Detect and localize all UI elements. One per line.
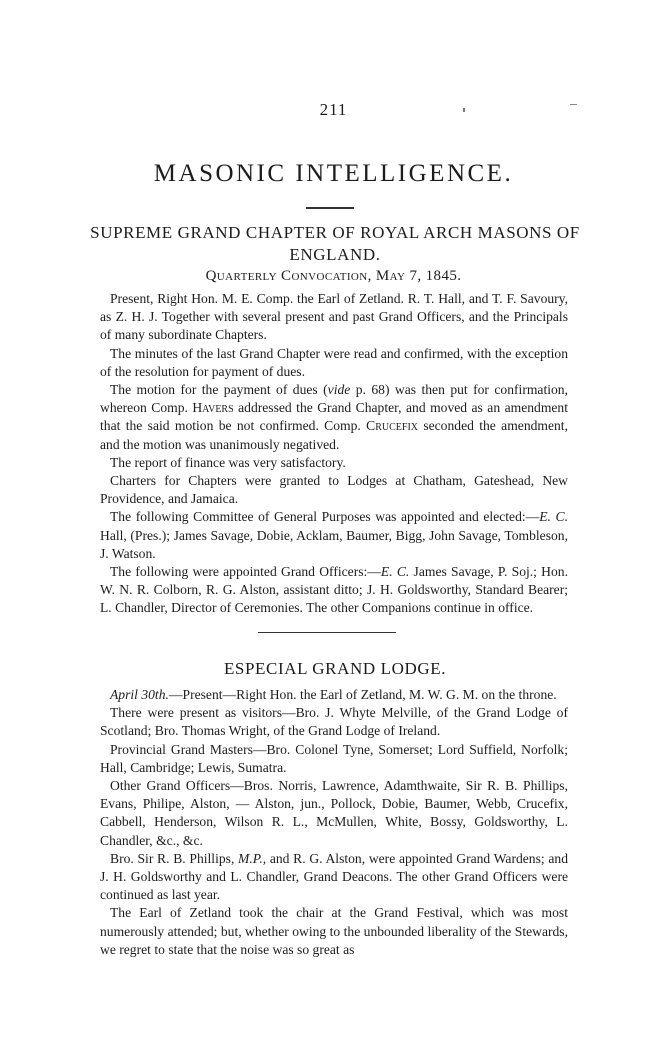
paragraph: Charters for Chapters were granted to Lodges at Chatham, Gateshead, New Providence, and Jamaica. [100, 473, 568, 507]
paragraph: The report of finance was very satisfactory. [110, 454, 346, 470]
paragraph: Other Grand Officers—Bros. Norris, Lawrence, Adamthwaite, Sir R. B. Phillips, Evans, Philipe, Alston, — Alston, jun., Pollock, Dobie, Baumer, Webb, Crucefix, Cabbell, Henderson, Wilson R. L., McMullen, White, Bossy, Goldsworthy, L. Chandler, &c., &c. [100, 778, 568, 848]
section-divider [258, 632, 396, 633]
convocation-date: May 7, 1845. [375, 268, 462, 284]
title-rule [306, 207, 354, 209]
chapter-report-text [100, 290, 568, 618]
paragraph: Bro. Sir R. B. Phillips, M.P., and R. G. Alston, were appointed Grand Wardens; and J. H. Goldsworthy and L. Chandler, Grand Deacons. The other Grand Officers were continued as last year. [100, 850, 569, 903]
page-title: MASONIC INTELLIGENCE. [153, 160, 514, 187]
convocation-subheading [0, 268, 667, 285]
paragraph: Provincial Grand Masters—Bro. Colonel Tyne, Somerset; Lord Suffield, Norfolk; Hall, Cambridge; Lewis, Sumatra. [100, 741, 568, 775]
paragraph: Present, Right Hon. M. E. Comp. the Earl of Zetland. R. T. Hall, and T. F. Savoury, as Z. H. J. Together with several present and past Grand Officers, and the Principals of many subordinate Chapters. [100, 291, 568, 343]
paragraph: April 30th.—Present—Right Hon. the Earl of Zetland, M. W. G. M. on the throne. [110, 687, 557, 702]
paragraph: The motion for the payment of dues (vide p. 68) was then put for confirmation, whereon Comp. Havers addressed the Grand Chapter, and moved as an amendment that the said motion be not confirmed. Comp. Crucefix seconded the amendment, and the motion was unanimously negatived. [100, 382, 568, 452]
section-heading-supreme-grand-chapter: SUPREME GRAND CHAPTER OF ROYAL ARCH MASONS OF ENGLAND. [90, 223, 580, 264]
paragraph: The minutes of the last Grand Chapter were read and confirmed, with the exception of the resolution for payment of dues. [100, 345, 568, 379]
paragraph: There were present as visitors—Bro. J. Whyte Melville, of the Grand Lodge of Scotland; Bro. Thomas Wright, of the Grand Lodge of Ireland. [100, 705, 568, 739]
section-heading-especial-grand-lodge: ESPECIAL GRAND LODGE. [223, 659, 447, 678]
convocation-label: Quarterly Convocation, [205, 268, 372, 284]
print-speck [463, 108, 465, 112]
print-mark [570, 104, 577, 105]
page-number: 211 [319, 100, 348, 119]
paragraph: The following Committee of General Purposes was appointed and elected:—E. C. Hall, (Pres.); James Savage, Dobie, Acklam, Baumer, Bigg, John Savage, Tombleson, J. Watson. [100, 509, 568, 561]
grand-lodge-report-text [100, 686, 568, 959]
paragraph: The Earl of Zetland took the chair at the Grand Festival, which was most numerously attended; but, whether owing to the unbounded liberality of the Stewards, we regret to state that the noise was so great as [100, 905, 568, 957]
paragraph: The following were appointed Grand Officers:—E. C. James Savage, P. Soj.; Hon. W. N. R. Colborn, R. G. Alston, assistant ditto; J. H. Goldsworthy, Standard Bearer; L. Chandler, Director of Ceremonies. The other Companions continue in office. [100, 564, 568, 616]
